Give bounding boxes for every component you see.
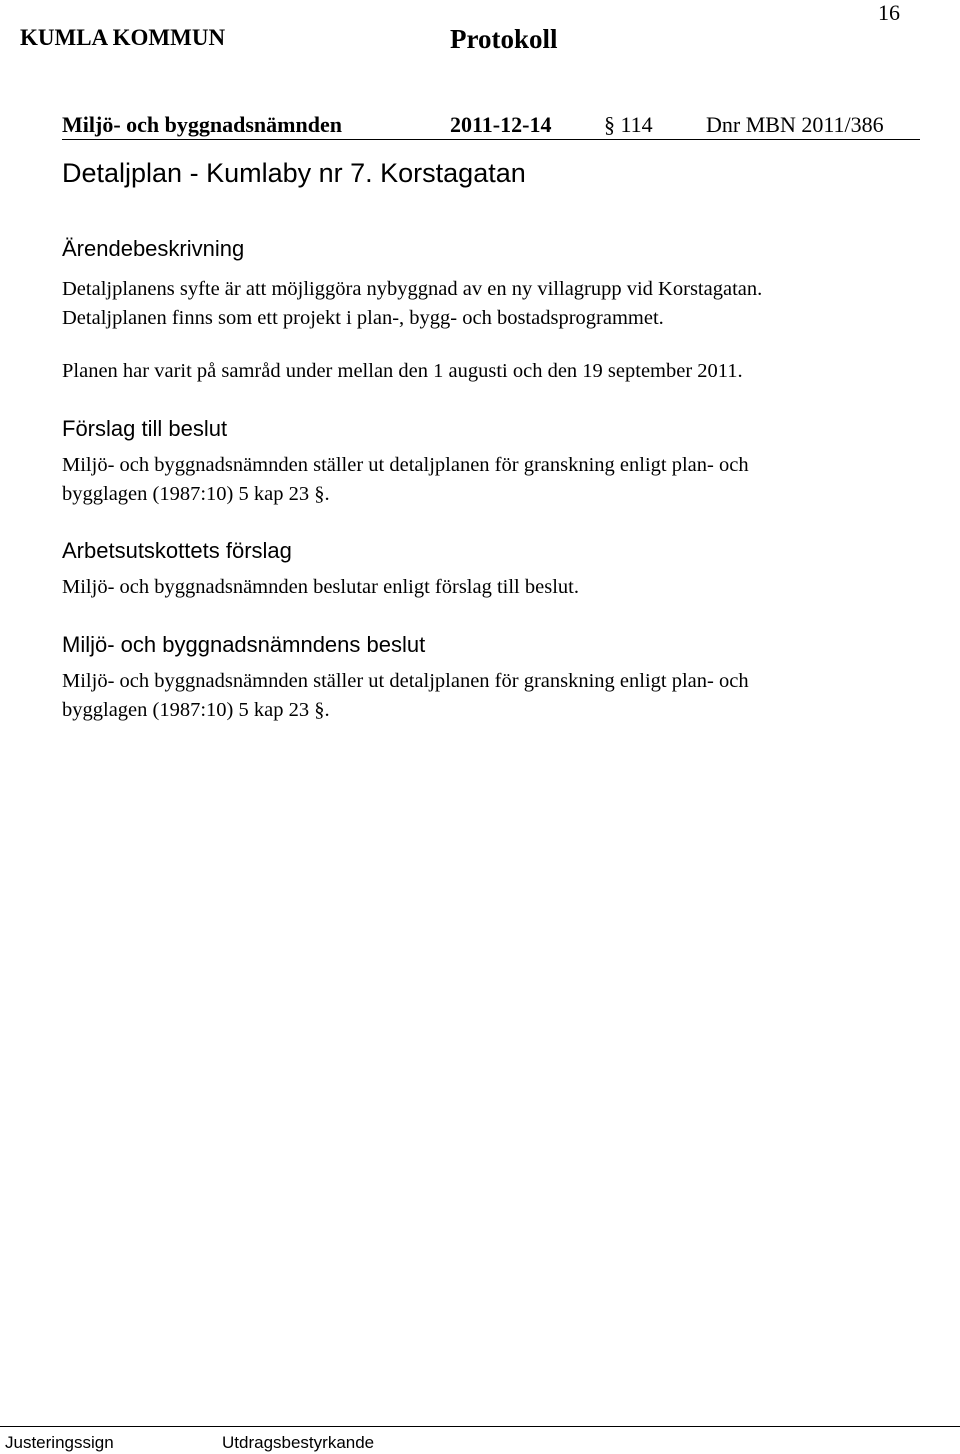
document-title: Detaljplan - Kumlaby nr 7. Korstagatan	[62, 158, 526, 188]
diary-number: Dnr MBN 2011/386	[706, 112, 884, 137]
organization-name: KUMLA KOMMUN	[20, 25, 226, 50]
paragraph-number: § 114	[604, 112, 653, 137]
extract-certification-label: Utdragsbestyrkande	[222, 1433, 375, 1452]
document-type: Protokoll	[450, 24, 558, 54]
footer-divider	[0, 1426, 960, 1427]
section-heading: Ärendebeskrivning	[62, 236, 245, 261]
header-divider	[62, 139, 920, 140]
body-line: bygglagen (1987:10) 5 kap 23 §.	[62, 699, 330, 721]
body-line: Miljö- och byggnadsnämnden ställer ut detaljplanen för granskning enligt plan- och	[62, 454, 749, 476]
section-heading: Förslag till beslut	[62, 416, 228, 441]
body-line: Detaljplanens syfte är att möjliggöra nybyggnad av en ny villagrupp vid Korstagatan.	[62, 278, 763, 300]
page-number: 16	[878, 0, 900, 25]
body-line: Miljö- och byggnadsnämnden ställer ut detaljplanen för granskning enligt plan- och	[62, 670, 749, 692]
body-line: Detaljplanen finns som ett projekt i plan-, bygg- och bostadsprogrammet.	[62, 307, 664, 329]
section-heading: Miljö- och byggnadsnämndens beslut	[62, 632, 426, 657]
body-line: bygglagen (1987:10) 5 kap 23 §.	[62, 483, 330, 505]
section-heading: Arbetsutskottets förslag	[62, 538, 292, 563]
body-line: Miljö- och byggnadsnämnden beslutar enligt förslag till beslut.	[62, 576, 579, 598]
meeting-date: 2011-12-14	[450, 112, 552, 137]
body-line: Planen har varit på samråd under mellan den 1 augusti och den 19 september 2011.	[62, 360, 743, 382]
board-name: Miljö- och byggnadsnämnden	[62, 112, 342, 137]
verification-signature-label: Justeringssign	[5, 1433, 114, 1452]
